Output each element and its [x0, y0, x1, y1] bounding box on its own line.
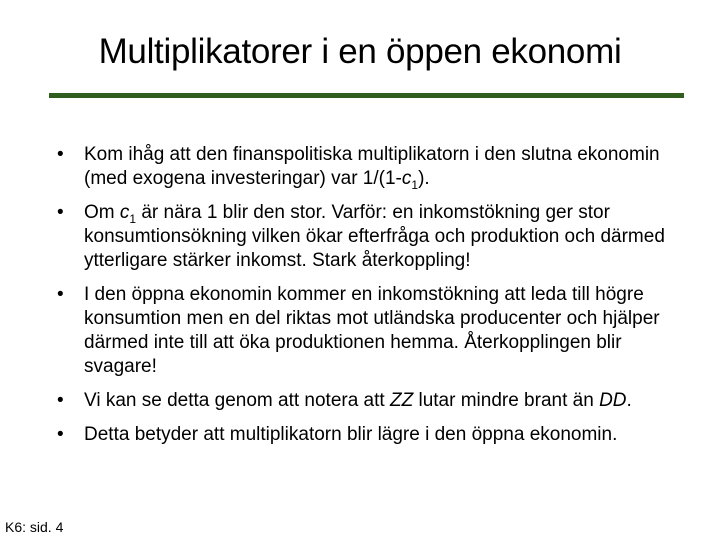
bullet-item	[54, 423, 674, 447]
bullet-item	[54, 283, 674, 379]
bullet-icon: •	[57, 202, 64, 223]
bullet-item	[54, 389, 674, 413]
bullet-icon: •	[57, 424, 64, 445]
bullet-text: Om $c_1$ är nära 1 blir den stor. Varför: en inkomstökning ger stor konsumtionsökning vilken ökar efterfråga och produktion och därmed ytterligare stärker inkomst. Stark återkoppling!	[84, 202, 665, 271]
bullet-text: Kom ihåg att den finanspolitiska multiplikatorn i den slutna ekonomin (med exogena investeringar) var $1/(1-c_1)$.	[84, 144, 660, 192]
bullet-text: Vi kan se detta genom att notera att ZZ lutar mindre brant än DD.	[84, 390, 632, 411]
slide-footer: K6: sid. 4	[5, 519, 64, 535]
bullet-icon: •	[57, 144, 64, 165]
bullet-icon: •	[57, 390, 64, 411]
bullet-text: I den öppna ekonomin kommer en inkomstökning att leda till högre konsumtion men en del riktas mot utländska producenter och hjälper därmed inte till att öka produktionen hemma. Återkopplingen blir svagare!	[84, 284, 660, 377]
title-divider	[49, 93, 684, 98]
slide-title: Multiplikatorer i en öppen ekonomi	[98, 32, 622, 71]
bullet-item	[54, 143, 674, 191]
bullet-item	[54, 201, 674, 273]
bullet-icon: •	[57, 284, 64, 305]
bullet-list	[54, 143, 674, 457]
bullet-text: Detta betyder att multiplikatorn blir lägre i den öppna ekonomin.	[84, 424, 618, 445]
